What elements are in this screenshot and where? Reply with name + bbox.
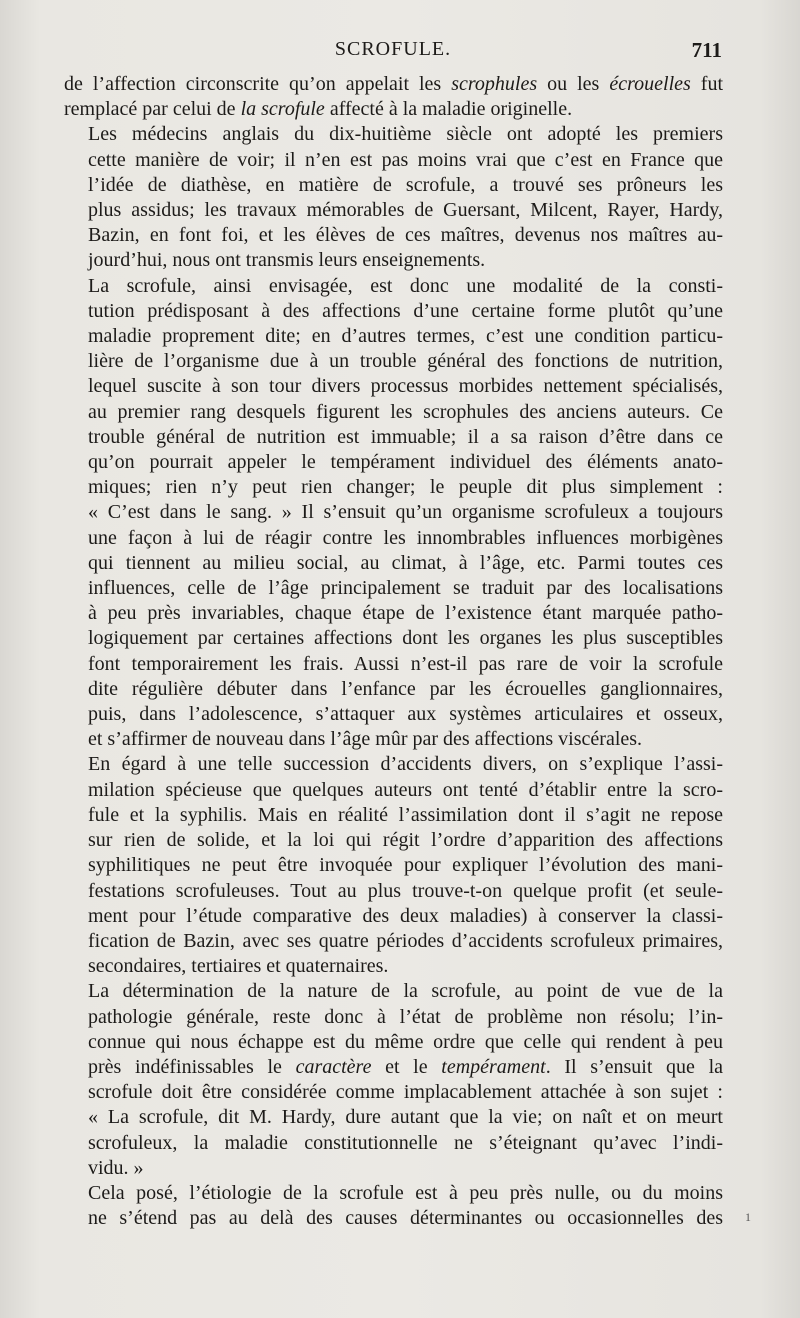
paragraph [64,122,723,273]
text-line: La détermination de la nature de la scrofule, au point de vue de la [88,980,723,1003]
text-line: « La scrofule, dit M. Hardy, dure autant que la vie; on naît et on meurt [88,1106,723,1129]
text-line: qui tiennent au milieu social, au climat, à l’âge, etc. Parmi toutes ces [88,551,723,574]
text-line: miques; rien n’y peut rien changer; le peuple dit plus simplement : [88,476,723,499]
paragraph [64,752,723,979]
text-line: trouble général de nutrition est immuable; il a sa raison d’être dans ce [88,425,723,448]
text-line: l’idée de diathèse, en matière de scrofule, a trouvé ses prôneurs les [88,173,723,196]
page-number: 711 [691,38,722,62]
text-line: lequel suscite à son tour divers processus morbides nettement spécialisés, [88,375,723,398]
text-line: puis, dans l’adolescence, s’attaquer aux systèmes articulaires et osseux, [88,703,723,726]
text-line: vidu. » [88,1156,144,1179]
text-line: syphilitiques ne peut être invoquée pour expliquer l’évolution des mani- [88,854,723,877]
text-line: Les médecins anglais du dix-huitième siècle ont adopté les premiers [88,123,723,146]
text-line: maladie proprement dite; en d’autres termes, c’est une condition particu- [88,325,723,348]
text-line: qu’on pourrait appeler le tempérament individuel des éléments anato- [88,451,723,474]
text-line: dite régulière débuter dans l’enfance par les écrouelles ganglionnaires, [88,677,723,700]
running-head: SCROFULE. [334,38,452,60]
text-line: et s’affirmer de nouveau dans l’âge mûr par des affections viscérales. [88,728,643,751]
text-line: fule et la syphilis. Mais en réalité l’assimilation dont il s’agit ne repose [88,803,723,826]
body-text [64,72,723,1231]
text-line: connue qui nous échappe est du même ordre que celle qui rendent à peu [88,1030,723,1053]
text-line: près indéfinissables le caractère et le tempérament. Il s’ensuit que la [88,1055,724,1078]
text-line: logiquement par certaines affections dont les organes les plus susceptibles [88,627,723,650]
page-header [64,36,722,66]
text-line: pathologie générale, reste donc à l’état de problème non résolu; l’in- [88,1005,723,1028]
text-line: scrofuleux, la maladie constitutionnelle ne s’éteignant qu’avec l’indi- [88,1131,723,1154]
paragraph [64,274,723,753]
text-line: Cela posé, l’étiologie de la scrofule est à peu près nulle, ou du moins [88,1181,723,1204]
text-line: secondaires, tertiaires et quaternaires. [88,955,389,978]
text-line: tution prédisposant à des affections d’une certaine forme plutôt qu’une [88,299,723,322]
text-line: de l’affection circonscrite qu’on appelait les scrophules ou les écrouelles fut [64,73,724,95]
text-line: font temporairement les frais. Aussi n’est-il pas rare de voir la scrofule [88,652,723,675]
text-line: scrofule doit être considérée comme implacablement attachée à son sujet : [88,1081,723,1104]
text-line: « C’est dans le sang. » Il s’ensuit qu’un organisme scrofuleux a toujours [88,501,723,524]
text-line: ment pour l’étude comparative des deux maladies) à conserver la classi- [88,904,723,927]
text-line: ne s’étend pas au delà des causes déterminantes ou occasionnelles des [88,1207,723,1230]
margin-mark: 1 [745,1210,751,1224]
text-line: Bazin, en font foi, et les élèves de ces maîtres, devenus nos maîtres au- [88,224,723,247]
text-line: à peu près invariables, chaque étape de l’existence étant marquée patho- [88,602,723,625]
text-line: sur rien de solide, et la loi qui régit l’ordre d’apparition des affections [88,829,723,852]
text-line: festations scrofuleuses. Tout au plus trouve-t-on quelque profit (et seule- [88,879,723,902]
text-line: remplacé par celui de la scrofule affecté à la maladie originelle. [64,98,573,121]
text-line: milation spécieuse que quelques auteurs ont tenté d’établir entre la scro- [88,778,723,801]
text-line: influences, celle de l’âge principalement se traduit par des localisations [88,577,723,600]
text-line: au premier rang desquels figurent les scrophules des anciens auteurs. Ce [88,400,723,423]
text-line: jourd’hui, nous ont transmis leurs enseignements. [88,249,486,272]
text-line: une façon à lui de réagir contre les innombrables influences morbigènes [88,526,723,549]
paragraph [64,979,723,1181]
paragraph [64,1181,723,1231]
text-line: plus assidus; les travaux mémorables de Guersant, Milcent, Rayer, Hardy, [88,199,723,222]
text-line: fication de Bazin, avec ses quatre périodes d’accidents scrofuleux primaires, [88,929,723,952]
paragraph [64,72,723,122]
text-line: cette manière de voir; il n’en est pas moins vrai que c’est en France que [88,148,723,171]
text-line: lière de l’organisme due à un trouble général des fonctions de nutrition, [88,350,723,373]
text-line: La scrofule, ainsi envisagée, est donc une modalité de la consti- [88,274,723,297]
text-line: En égard à une telle succession d’accidents divers, on s’explique l’assi- [88,753,723,776]
